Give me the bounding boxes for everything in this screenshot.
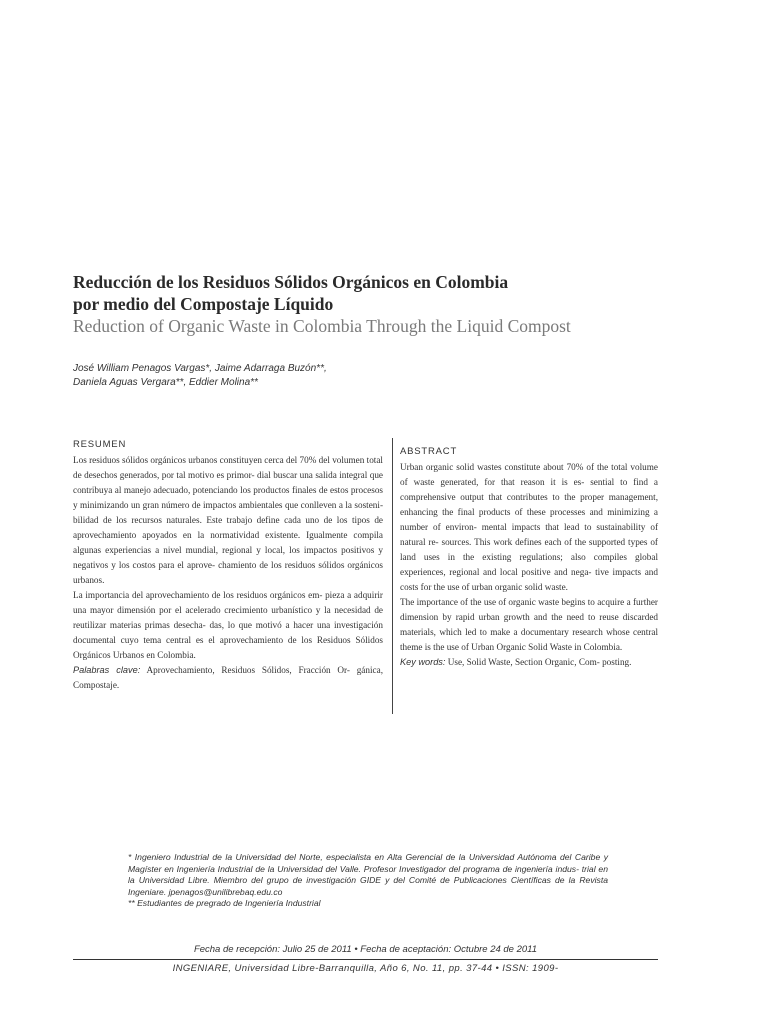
author-list	[73, 362, 673, 390]
title-english: Reduction of Organic Waste in Colombia Through the Liquid Compost	[73, 316, 571, 336]
footnote-author-1: * Ingeniero Industrial de la Universidad del Norte, especialista en Alta Gerencial de la Universidad Autónoma del Caribe y Magíster en Ingeniería Industrial de la Universidad del Valle. Profesor Investigador del programa de ingeniería indus- trial en la Universidad Libre. Miembro del grupo de investigación GIDE y del Comité de Publicaciones Científicas de la Revista Ingeniare. jpenagos@unilibrebaq.edu.co	[128, 852, 608, 897]
title-spanish	[73, 271, 713, 315]
resumen-keywords-text: Aprovechamiento, Residuos Sólidos, Fracción Or- gánica, Compostaje.	[73, 665, 383, 690]
abstract-paragraph-1: Urban organic solid wastes constitute about 70% of the total volume of waste generated, for that reason it is es- sential to find a comprehensive output that contributes to the proper management, enhancing the final products of these processes and minimizing a number of environ- mental impacts that lead to sustainability of natural re- sources. This work defines each of the supported types of land uses in the existing regulations; also compiles global experiences, regional and local positive and nega- tive impacts and costs for the use of urban organic solid waste.	[400, 462, 658, 592]
title-spanish-line1: Reducción de los Residuos Sólidos Orgánicos en Colombia	[73, 272, 509, 292]
abstract-paragraph-2: The importance of the use of organic waste begins to acquire a further dimension by rapid urban growth and the need to reuse discarded materials, which led to make a documentary research whose central theme is the use of Urban Organic Solid Waste in Colombia.	[400, 597, 658, 652]
resumen-section	[73, 438, 383, 693]
abstract-heading: ABSTRACT	[400, 446, 458, 457]
article-title-block	[73, 271, 713, 337]
abstract-keywords	[400, 655, 658, 670]
authors-line1: José William Penagos Vargas*, Jaime Adarraga Buzón**,	[73, 363, 327, 374]
resumen-paragraph-2: La importancia del aprovechamiento de los residuos orgánicos em- pieza a adquirir una mayor dimensión por el acelerado crecimiento urbanístico y la necesidad de reutilizar materias primas desecha- das, lo que motivó a hacer una investigación documental cuyo tema central es el aprovechamiento de los Residuos Sólidos Orgánicos Urbanos en Colombia.	[73, 590, 383, 660]
footnotes	[128, 852, 608, 910]
column-divider	[392, 438, 393, 714]
resumen-paragraph-1: Los residuos sólidos orgánicos urbanos constituyen cerca del 70% del volumen total de desechos generados, por tal motivo es primor- dial buscar una salida integral que contribuya al manejo adecuado, potenciando los productos finales de estos procesos y minimizando un gran número de impactos ambientales que conlleven a la sosteni- bilidad de los recursos naturales. Este trabajo define cada uno de los tipos de aprovechamiento apoyados en la normatividad existente. Igualmente compila algunas experiencias a nivel mundial, regional y local, los impactos positivos y negativos y los costos para el aprove- chamiento de los residuos sólidos orgánicos urbanos.	[73, 455, 383, 585]
authors-line2: Daniela Aguas Vergara**, Eddier Molina**	[73, 377, 258, 388]
journal-citation: INGENIARE, Universidad Libre-Barranquilla, Año 6, No. 11, pp. 37-44 • ISSN: 1909-	[172, 963, 559, 974]
abstract-keywords-label: Key words:	[400, 657, 446, 667]
abstract-keywords-text: Use, Solid Waste, Section Organic, Com- posting.	[445, 657, 632, 667]
resumen-heading: RESUMEN	[73, 439, 127, 450]
footer-rule	[73, 959, 658, 960]
reception-dates: Fecha de recepción: Julio 25 de 2011 • Fecha de aceptación: Octubre 24 de 2011	[193, 944, 538, 955]
resumen-keywords-label: Palabras clave:	[73, 665, 141, 675]
resumen-keywords	[73, 663, 383, 693]
footnote-students: ** Estudiantes de pregrado de Ingeniería Industrial	[128, 898, 321, 908]
abstract-section	[400, 445, 658, 670]
title-spanish-line2: por medio del Compostaje Líquido	[73, 294, 334, 314]
